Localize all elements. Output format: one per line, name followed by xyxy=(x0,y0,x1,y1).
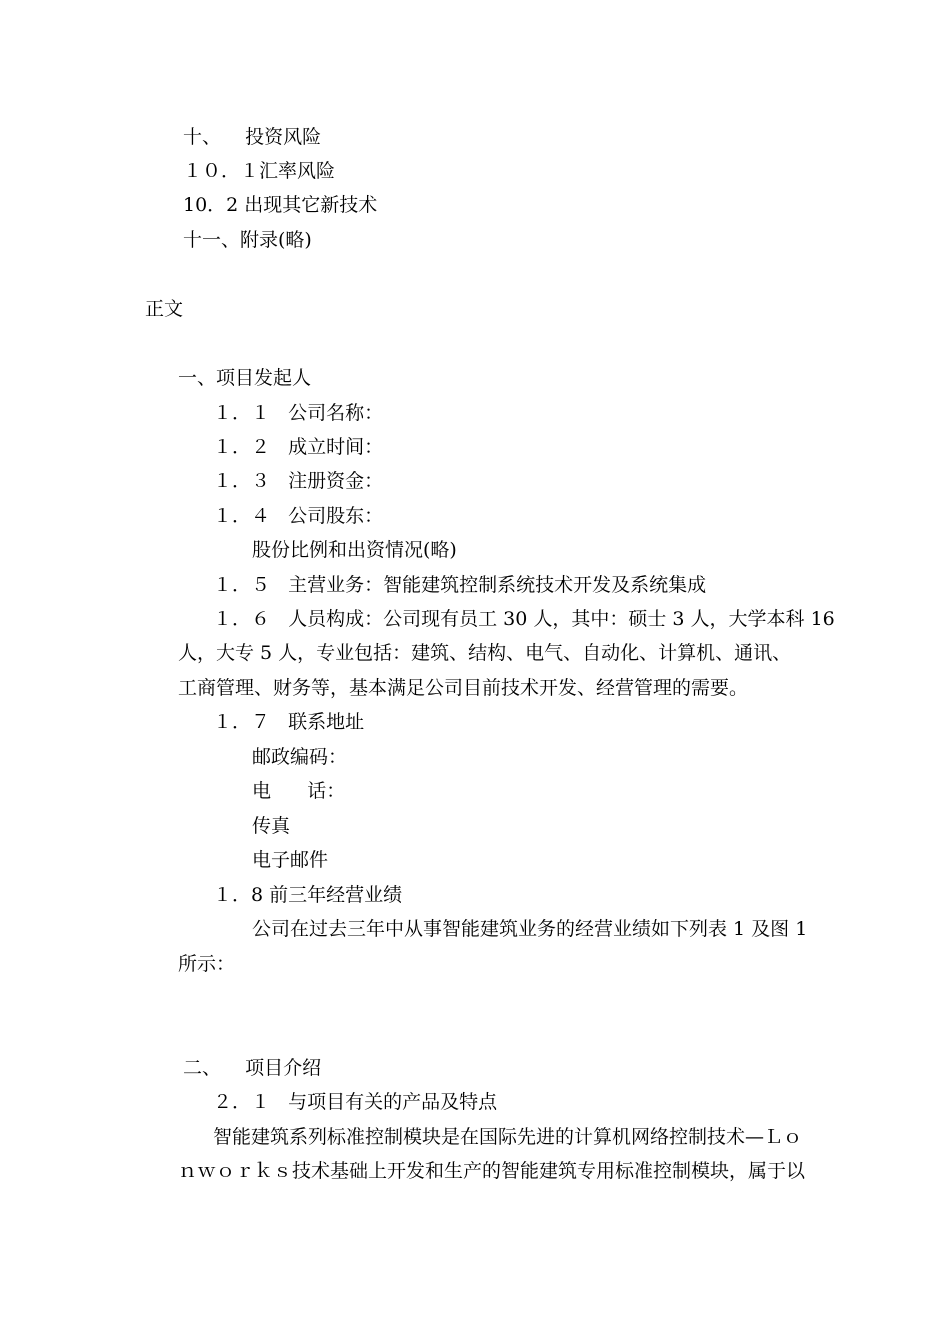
item-1-6-line-1: １．６ 人员构成：公司现有员工 30 人，其中：硕士 3 人，大学本科 16 xyxy=(213,608,835,630)
phone-label: 电 话： xyxy=(252,780,346,802)
performance-line-1: 公司在过去三年中从事智能建筑业务的经营业绩如下列表 1 及图 1 xyxy=(252,918,808,940)
section-2-title: 二、 项目介绍 xyxy=(183,1057,322,1079)
postcode-label: 邮政编码： xyxy=(252,746,348,768)
intro-paragraph-line-1: 智能建筑系列标准控制模块是在国际先进的计算机网络控制技术—Ｌｏ xyxy=(213,1126,803,1148)
shareholding-note: 股份比例和出资情况(略) xyxy=(252,539,457,561)
item-1-7: １．７ 联系地址 xyxy=(213,711,365,733)
intro-paragraph-line-2: ｎｗｏｒｋｓ技术基础上开发和生产的智能建筑专用标准控制模块，属于以 xyxy=(178,1160,806,1182)
item-1-2: １．２ 成立时间： xyxy=(213,436,384,458)
item-1-6-line-3: 工商管理、财务等，基本满足公司目前技术开发、经营管理的需要。 xyxy=(178,677,749,699)
toc-section-10: 十、 投资风险 xyxy=(183,126,322,148)
item-2-1: ２．１ 与项目有关的产品及特点 xyxy=(213,1091,498,1113)
toc-section-11: 十一、附录(略) xyxy=(183,229,312,251)
item-1-3: １．３ 注册资金： xyxy=(213,470,384,492)
performance-line-2: 所示： xyxy=(178,953,236,975)
item-1-6-line-2: 人，大专 5 人，专业包括：建筑、结构、电气、自动化、计算机、通讯、 xyxy=(178,642,792,664)
section-1-title: 一、项目发起人 xyxy=(178,367,312,389)
email-label: 电子邮件 xyxy=(252,849,329,871)
toc-section-10-2: 10．2 出现其它新技术 xyxy=(183,194,378,216)
body-heading: 正文 xyxy=(145,298,184,320)
toc-section-10-1: １０．１汇率风险 xyxy=(183,160,336,182)
item-1-5: １．５ 主营业务：智能建筑控制系统技术开发及系统集成 xyxy=(213,574,707,596)
fax-label: 传真 xyxy=(252,815,291,837)
item-1-1: １．１ 公司名称： xyxy=(213,402,384,424)
item-1-8: １．8 前三年经营业绩 xyxy=(213,884,403,906)
item-1-4: １．４ 公司股东： xyxy=(213,505,384,527)
